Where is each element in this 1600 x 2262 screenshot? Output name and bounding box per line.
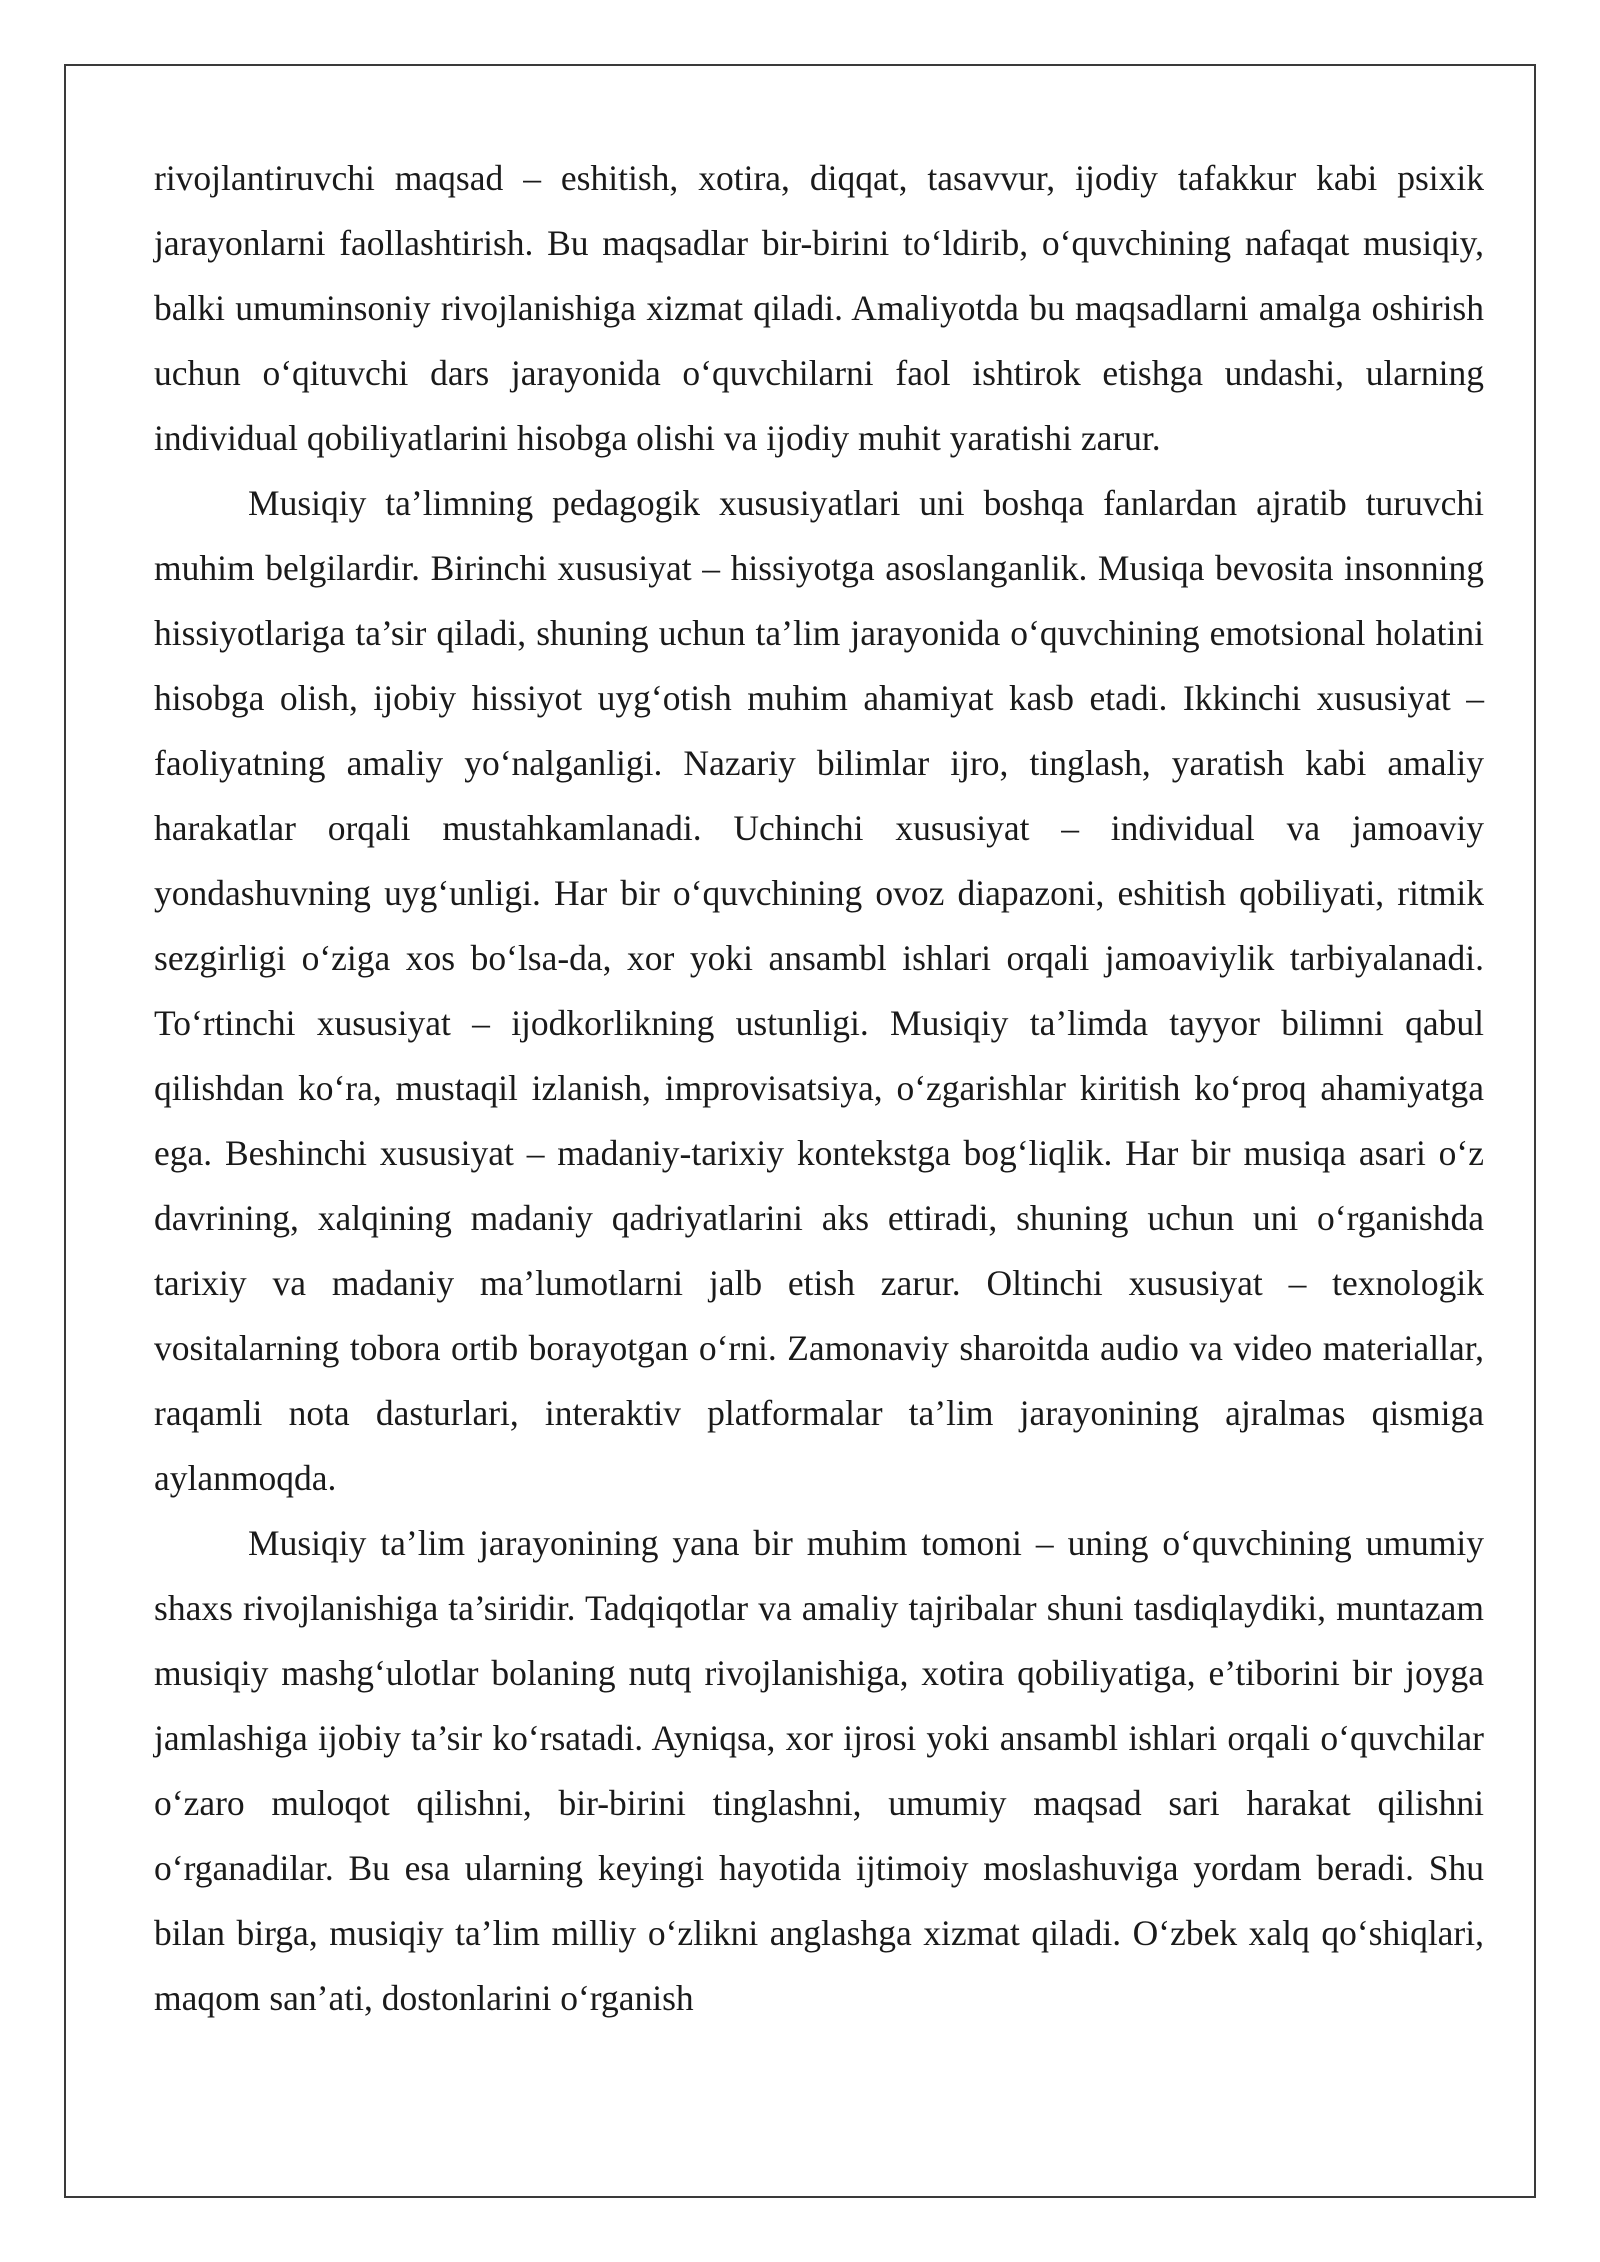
paragraph-3: Musiqiy ta’lim jarayonining yana bir muhim tomoni – uning o‘quvchining umumiy shaxs rivojlanishiga ta’siridir. Tadqiqotlar va amaliy tajribalar shuni tasdiqlaydiki, muntazam musiqiy mashg‘ulotlar bolaning nutq rivojlanishiga, xotira qobiliyatiga, e’tiborini bir joyga jamlashiga ijobiy ta’sir ko‘rsatadi. Ayniqsa, xor ijrosi yoki ansambl ishlari orqali o‘quvchilar o‘zaro muloqot qilishni, bir-birini tinglashni, umumiy maqsad sari harakat qilishni o‘rganadilar. Bu esa ularning keyingi hayotida ijtimoiy moslashuviga yordam beradi. Shu bilan birga, musiqiy ta’lim milliy o‘zlikni anglashga xizmat qiladi. O‘zbek xalq qo‘shiqlari, maqom san’ati, dostonlarini o‘rganish: [154, 1523, 1484, 2018]
document-body: [154, 146, 1484, 2031]
paragraph-2: Musiqiy ta’limning pedagogik xususiyatlari uni boshqa fanlardan ajratib turuvchi muhim belgilardir. Birinchi xususiyat – hissiyotga asoslanganlik. Musiqa bevosita insonning hissiyotlariga ta’sir qiladi, shuning uchun ta’lim jarayonida o‘quvchining emotsional holatini hisobga olish, ijobiy hissiyot uyg‘otish muhim ahamiyat kasb etadi. Ikkinchi xususiyat – faoliyatning amaliy yo‘nalganligi. Nazariy bilimlar ijro, tinglash, yaratish kabi amaliy harakatlar orqali mustahkamlanadi. Uchinchi xususiyat – individual va jamoaviy yondashuvning uyg‘unligi. Har bir o‘quvchining ovoz diapazoni, eshitish qobiliyati, ritmik sezgirligi o‘ziga xos bo‘lsa-da, xor yoki ansambl ishlari orqali jamoaviylik tarbiyalanadi. To‘rtinchi xususiyat – ijodkorlikning ustunligi. Musiqiy ta’limda tayyor bilimni qabul qilishdan ko‘ra, mustaqil izlanish, improvisatsiya, o‘zgarishlar kiritish ko‘proq ahamiyatga ega. Beshinchi xususiyat – madaniy-tarixiy kontekstga bog‘liqlik. Har bir musiqa asari o‘z davrining, xalqining madaniy qadriyatlarini aks ettiradi, shuning uchun uni o‘rganishda tarixiy va madaniy ma’lumotlarni jalb etish zarur. Oltinchi xususiyat – texnologik vositalarning tobora ortib borayotgan o‘rni. Zamonaviy sharoitda audio va video materiallar, raqamli nota dasturlari, interaktiv platformalar ta’lim jarayonining ajralmas qismiga aylanmoqda.: [154, 483, 1484, 1498]
paragraph-1: rivojlantiruvchi maqsad – eshitish, xotira, diqqat, tasavvur, ijodiy tafakkur kabi psixik jarayonlarni faollashtirish. Bu maqsadlar bir-birini to‘ldirib, o‘quvchining nafaqat musiqiy, balki umuminsoniy rivojlanishiga xizmat qiladi. Amaliyotda bu maqsadlarni amalga oshirish uchun o‘qituvchi dars jarayonida o‘quvchilarni faol ishtirok etishga undashi, ularning individual qobiliyatlarini hisobga olishi va ijodiy muhit yaratishi zarur.: [154, 158, 1484, 458]
